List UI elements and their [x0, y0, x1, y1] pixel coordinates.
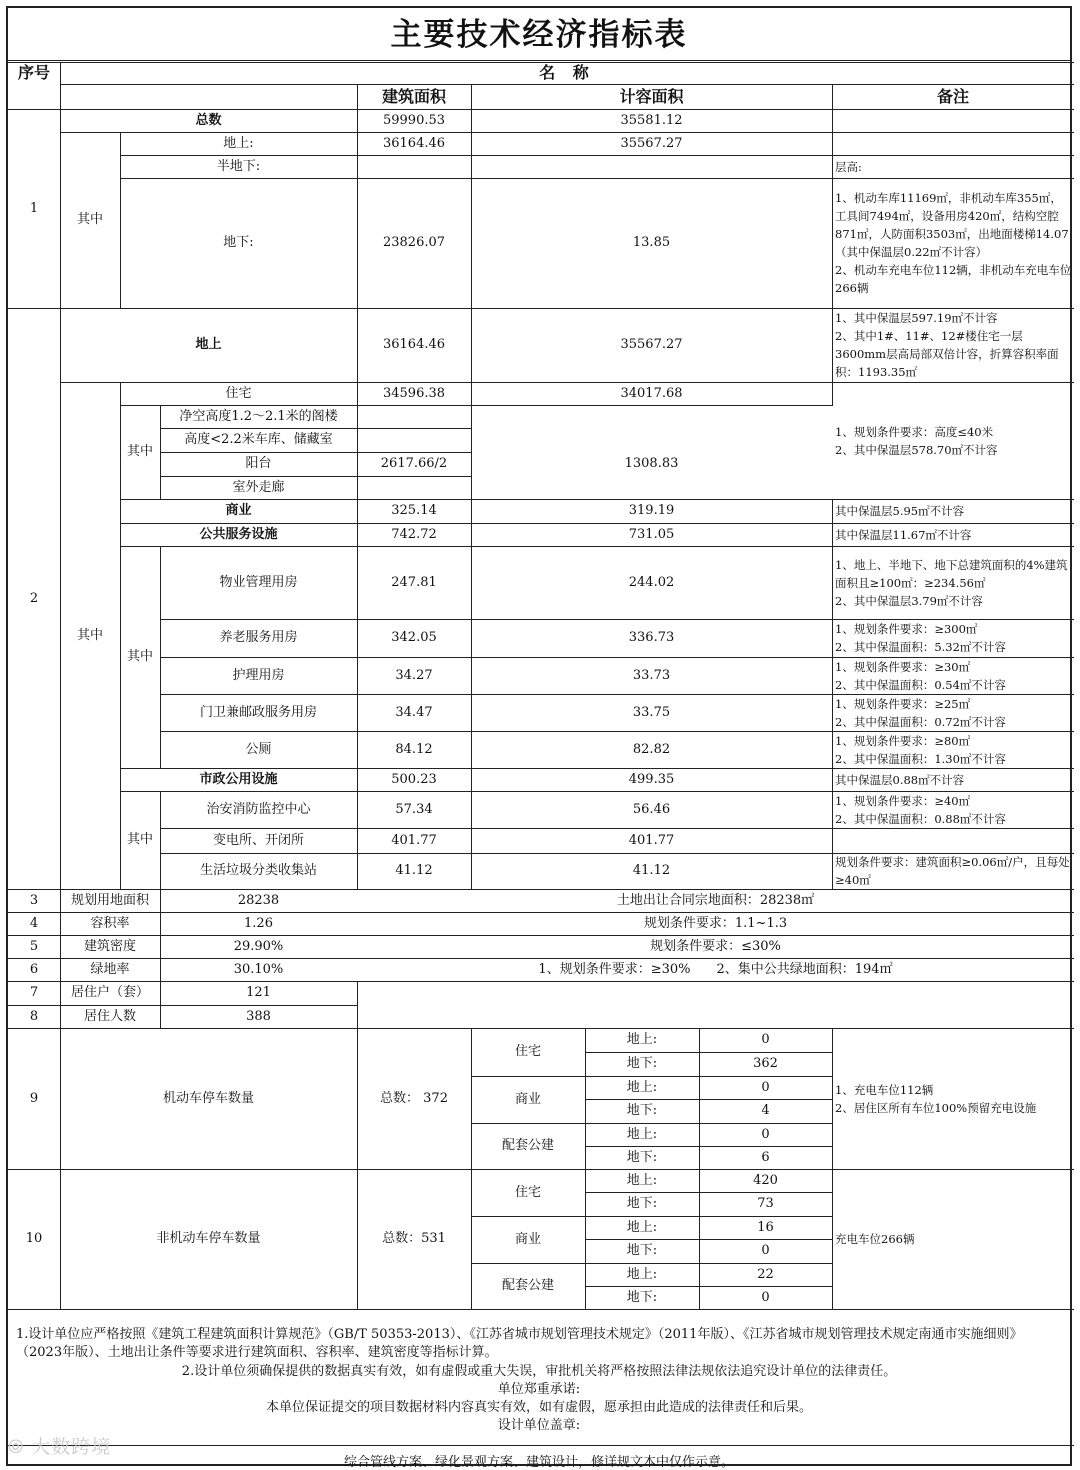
municipal-remark: 其中保温层0.88㎡不计容 [835, 772, 965, 787]
public-service-qizhong: 其中 [126, 649, 153, 664]
row6-value: 30.10% [233, 961, 284, 977]
row1-above-label: 地上: [223, 135, 254, 151]
public-toilet-built: 84.12 [395, 741, 433, 757]
row9-sup-below-value: 6 [761, 1149, 770, 1165]
row9-com-above-value: 0 [761, 1079, 770, 1095]
residential-label: 住宅 [225, 385, 252, 401]
row9-res-above-label: 地上: [626, 1032, 658, 1047]
row10-sup-below-value: 0 [761, 1289, 770, 1305]
row6-seq: 6 [29, 961, 39, 977]
substation-built: 401.77 [391, 832, 437, 848]
row3-remark: 土地出让合同宗地面积：28238㎡ [616, 892, 815, 908]
substation-label: 变电所、开闭所 [212, 832, 304, 848]
row2-above-built: 36164.46 [382, 337, 446, 352]
row5-remark: 规划条件要求：≤30% [650, 938, 781, 954]
row1-below-built: 23826.07 [382, 235, 446, 250]
row9-sup-below-label: 地下: [626, 1149, 658, 1165]
row9-residential: 住宅 [514, 1044, 541, 1059]
row1-total-built: 59990.53 [382, 112, 446, 128]
municipal-built: 500.23 [391, 771, 437, 787]
row4-remark: 规划条件要求：1.1~1.3 [643, 915, 788, 931]
row1-total-label: 总数 [195, 112, 222, 128]
row1-above-built: 36164.46 [382, 135, 446, 151]
row10-label: 非机动车停车数量 [156, 1231, 261, 1246]
header-name: 名 称 [539, 63, 595, 82]
row4-value: 1.26 [244, 915, 273, 931]
row1-above-far: 35567.27 [620, 135, 683, 151]
row7-seq: 7 [29, 985, 39, 1000]
elderly-care-remark: 1、规划条件要求：≥300㎡ 2、其中保温面积：5.32㎡不计容 [835, 622, 1006, 654]
trash-station-far: 41.12 [632, 863, 671, 878]
indicator-table-page [6, 6, 1072, 1470]
row10-res-below-label: 地下: [626, 1196, 658, 1211]
guard-postal-built: 34.47 [395, 704, 433, 720]
nursing-remark: 1、规划条件要求：≥30㎡ 2、其中保温面积：0.54㎡不计容 [835, 659, 1006, 692]
watermark-text: 大数跨境 [31, 1436, 112, 1458]
row10-seq: 10 [25, 1231, 43, 1246]
balcony-far: 1308.83 [624, 456, 679, 471]
row5-value: 29.90% [233, 938, 284, 954]
pledge-text: 本单位保证提交的项目数据材料内容真实有效，如有虚假，愿承担由此造成的法律责任和后果。 [265, 1400, 812, 1415]
row3-seq: 3 [29, 892, 39, 908]
row5-seq: 5 [29, 938, 39, 954]
commercial-built: 325.14 [391, 503, 437, 518]
public-toilet-far: 82.82 [632, 741, 671, 757]
elderly-care-far: 336.73 [628, 630, 675, 645]
nursing-built: 34.27 [395, 667, 433, 683]
elderly-care-built: 342.05 [391, 630, 437, 645]
page-title: 主要技术经济指标表 [8, 8, 1070, 61]
row5-label: 建筑密度 [83, 938, 136, 954]
public-service-built: 742.72 [391, 526, 437, 542]
row9-sup-above-value: 0 [761, 1126, 770, 1142]
row9-commercial: 商业 [514, 1091, 541, 1107]
header-far-area: 计容面积 [619, 86, 684, 106]
row9-res-below-value: 362 [753, 1056, 778, 1071]
row1-semi-label: 半地下: [216, 158, 261, 174]
municipal-label: 市政公用设施 [199, 771, 278, 787]
row9-remark: 1、充电车位112辆 2、居住区所有车位100%预留充电设施 [835, 1082, 1037, 1115]
commercial-far: 319.19 [628, 503, 675, 518]
residential-qizhong: 其中 [126, 444, 153, 459]
row10-sup-above-label: 地上: [626, 1266, 658, 1282]
row1-seq: 1 [29, 200, 39, 216]
garage-storage-label: 高度<2.2米车库、储藏室 [184, 432, 333, 447]
balcony-label: 阳台 [245, 456, 272, 471]
weibo-icon: ⦾ [8, 1436, 32, 1458]
residential-far: 34017.68 [620, 385, 683, 401]
row10-res-below-value: 73 [757, 1196, 774, 1211]
commercial-label: 商业 [225, 503, 252, 518]
row9-res-below-label: 地下: [626, 1056, 658, 1071]
row3-label: 规划用地面积 [70, 892, 149, 908]
security-center-built: 57.34 [395, 801, 433, 817]
row9-label: 机动车停车数量 [162, 1090, 254, 1106]
row1-qizhong: 其中 [76, 212, 103, 227]
row1-total-far: 35581.12 [620, 112, 683, 128]
header-seq: 序号 [17, 63, 50, 82]
row9-com-below-value: 4 [761, 1103, 770, 1118]
row2-above-remark: 1、其中保温层597.19㎡不计容 2、其中1#、11#、12#楼住宅一层3600mm层高局部双倍计容，折算容积率面积：1193.35㎡ [835, 311, 1059, 379]
row10-com-above-label: 地上: [626, 1219, 658, 1235]
row10-residential: 住宅 [514, 1184, 541, 1200]
property-mgmt-remark: 1、地上、半地下、地下总建筑面积的4%建筑面积且≥100㎡：≥234.56㎡ 2、其中保温层3.79㎡不计容 [835, 557, 1068, 608]
residential-built: 34596.38 [382, 385, 446, 401]
footer-note: 综合管线方案、绿化景观方案、建筑设计，修详规文本中仅作示意。 [343, 1455, 734, 1470]
municipal-qizhong: 其中 [126, 832, 153, 847]
header-built-area: 建筑面积 [381, 86, 446, 106]
row2-seq: 2 [29, 590, 39, 606]
row2-above-label: 地上 [195, 337, 222, 352]
row1-below-label: 地下: [223, 235, 254, 250]
note-2: 2.设计单位须确保提供的数据真实有效，如有虚假或重大失误，审批机关将严格按照法律法规依法追究设计单位的法律责任。 [181, 1364, 897, 1379]
row10-support: 配套公建 [501, 1278, 554, 1293]
trash-station-built: 41.12 [395, 863, 433, 878]
row10-com-below-label: 地下: [626, 1243, 658, 1258]
nursing-far: 33.73 [632, 667, 671, 683]
trash-station-remark: 规划条件要求：建筑面积≥0.06㎡/户，且每处≥40㎡ [835, 855, 1070, 887]
row4-label: 容积率 [90, 915, 130, 931]
property-mgmt-far: 244.02 [628, 574, 675, 590]
row10-res-above-label: 地上: [626, 1172, 658, 1188]
row10-sup-below-label: 地下: [626, 1289, 658, 1305]
row8-seq: 8 [29, 1008, 39, 1024]
row3-value: 28238 [237, 892, 280, 908]
public-toilet-label: 公厕 [245, 741, 272, 757]
row6-label: 绿地率 [90, 961, 130, 977]
security-center-far: 56.46 [632, 801, 671, 817]
security-center-remark: 1、规划条件要求：≥40㎡ 2、其中保温面积：0.88㎡不计容 [835, 793, 1006, 826]
public-service-remark: 其中保温层11.67㎡不计容 [835, 527, 972, 542]
row8-value: 388 [246, 1008, 271, 1024]
row2-qizhong: 其中 [76, 627, 103, 643]
row1-below-far: 13.85 [632, 235, 671, 250]
guard-postal-remark: 1、规划条件要求：≥25㎡ 2、其中保温面积：0.72㎡不计容 [835, 696, 1006, 729]
corridor-label: 室外走廊 [232, 479, 285, 495]
row9-support: 配套公建 [501, 1138, 554, 1153]
stamp-label: 设计单位盖章: [497, 1418, 581, 1433]
note-1: 1.设计单位应严格按照《建筑工程建筑面积计算规范》（GB/T 50353-2013）、《江苏省城市规划管理技术规定》（2011年版）、《江苏省城市规划管理技术规定南通市实施细则》（2023年版）、土地出让条件等要求进行建筑面积、容积率、建筑密度等指标计算。 [16, 1327, 1023, 1360]
row7-label: 居住户（套） [70, 985, 149, 1000]
pledge-title: 单位郑重承诺: [497, 1382, 581, 1397]
security-center-label: 治安消防监控中心 [206, 801, 311, 817]
row10-commercial: 商业 [514, 1231, 541, 1247]
property-mgmt-built: 247.81 [391, 574, 437, 590]
row9-com-below-label: 地下: [626, 1103, 658, 1118]
row10-sup-above-value: 22 [757, 1266, 774, 1282]
row2-above-far: 35567.27 [620, 337, 683, 352]
header-remark: 备注 [936, 86, 969, 106]
guard-postal-far: 33.75 [632, 704, 671, 720]
row1-semi-remark: 层高: [835, 159, 862, 174]
row9-seq: 9 [29, 1090, 39, 1106]
balcony-built: 2617.66/2 [380, 456, 448, 471]
row10-com-below-value: 0 [761, 1243, 770, 1258]
public-service-far: 731.05 [628, 526, 675, 542]
row9-com-above-label: 地上: [626, 1079, 658, 1095]
loft-label: 净空高度1.2～2.1米的阁楼 [179, 408, 338, 424]
public-toilet-remark: 1、规划条件要求：≥80㎡ 2、其中保温面积：1.30㎡不计容 [835, 733, 1006, 766]
trash-station-label: 生活垃圾分类收集站 [199, 863, 317, 878]
row1-below-remark: 1、机动车库11169㎡，非机动车库355㎡，工具间7494㎡，设备用房420㎡，结构空腔871㎡，人防面积3503㎡，出地面楼梯14.07（其中保温层0.22㎡不计容） 2、机动车充电车位112辆，非机动车充电车位266辆 [835, 191, 1072, 295]
row6-remark: 1、规划条件要求：≥30% 2、集中公共绿地面积：194㎡ [538, 961, 893, 977]
row10-res-above-value: 420 [753, 1172, 778, 1188]
row10-remark: 充电车位266辆 [835, 1232, 915, 1246]
municipal-far: 499.35 [628, 771, 675, 787]
row9-res-above-value: 0 [761, 1032, 770, 1047]
row4-seq: 4 [29, 915, 39, 931]
nursing-label: 护理用房 [232, 667, 285, 683]
row8-label: 居住人数 [83, 1008, 136, 1024]
residential-remark: 1、规划条件要求：高度≤40米 2、其中保温层578.70㎡不计容 [835, 424, 998, 457]
elderly-care-label: 养老服务用房 [219, 630, 298, 645]
row10-com-above-value: 16 [757, 1219, 774, 1235]
property-mgmt-label: 物业管理用房 [219, 574, 298, 590]
substation-far: 401.77 [628, 832, 675, 848]
commercial-remark: 其中保温层5.95㎡不计容 [835, 504, 965, 518]
public-service-label: 公共服务设施 [199, 526, 278, 542]
row10-total: 总数：531 [382, 1231, 446, 1246]
guard-postal-label: 门卫兼邮政服务用房 [199, 704, 317, 720]
watermark [8, 1432, 111, 1459]
row7-value: 121 [246, 985, 271, 1000]
row9-total: 总数： 372 [380, 1090, 448, 1106]
row9-sup-above-label: 地上: [626, 1126, 658, 1142]
